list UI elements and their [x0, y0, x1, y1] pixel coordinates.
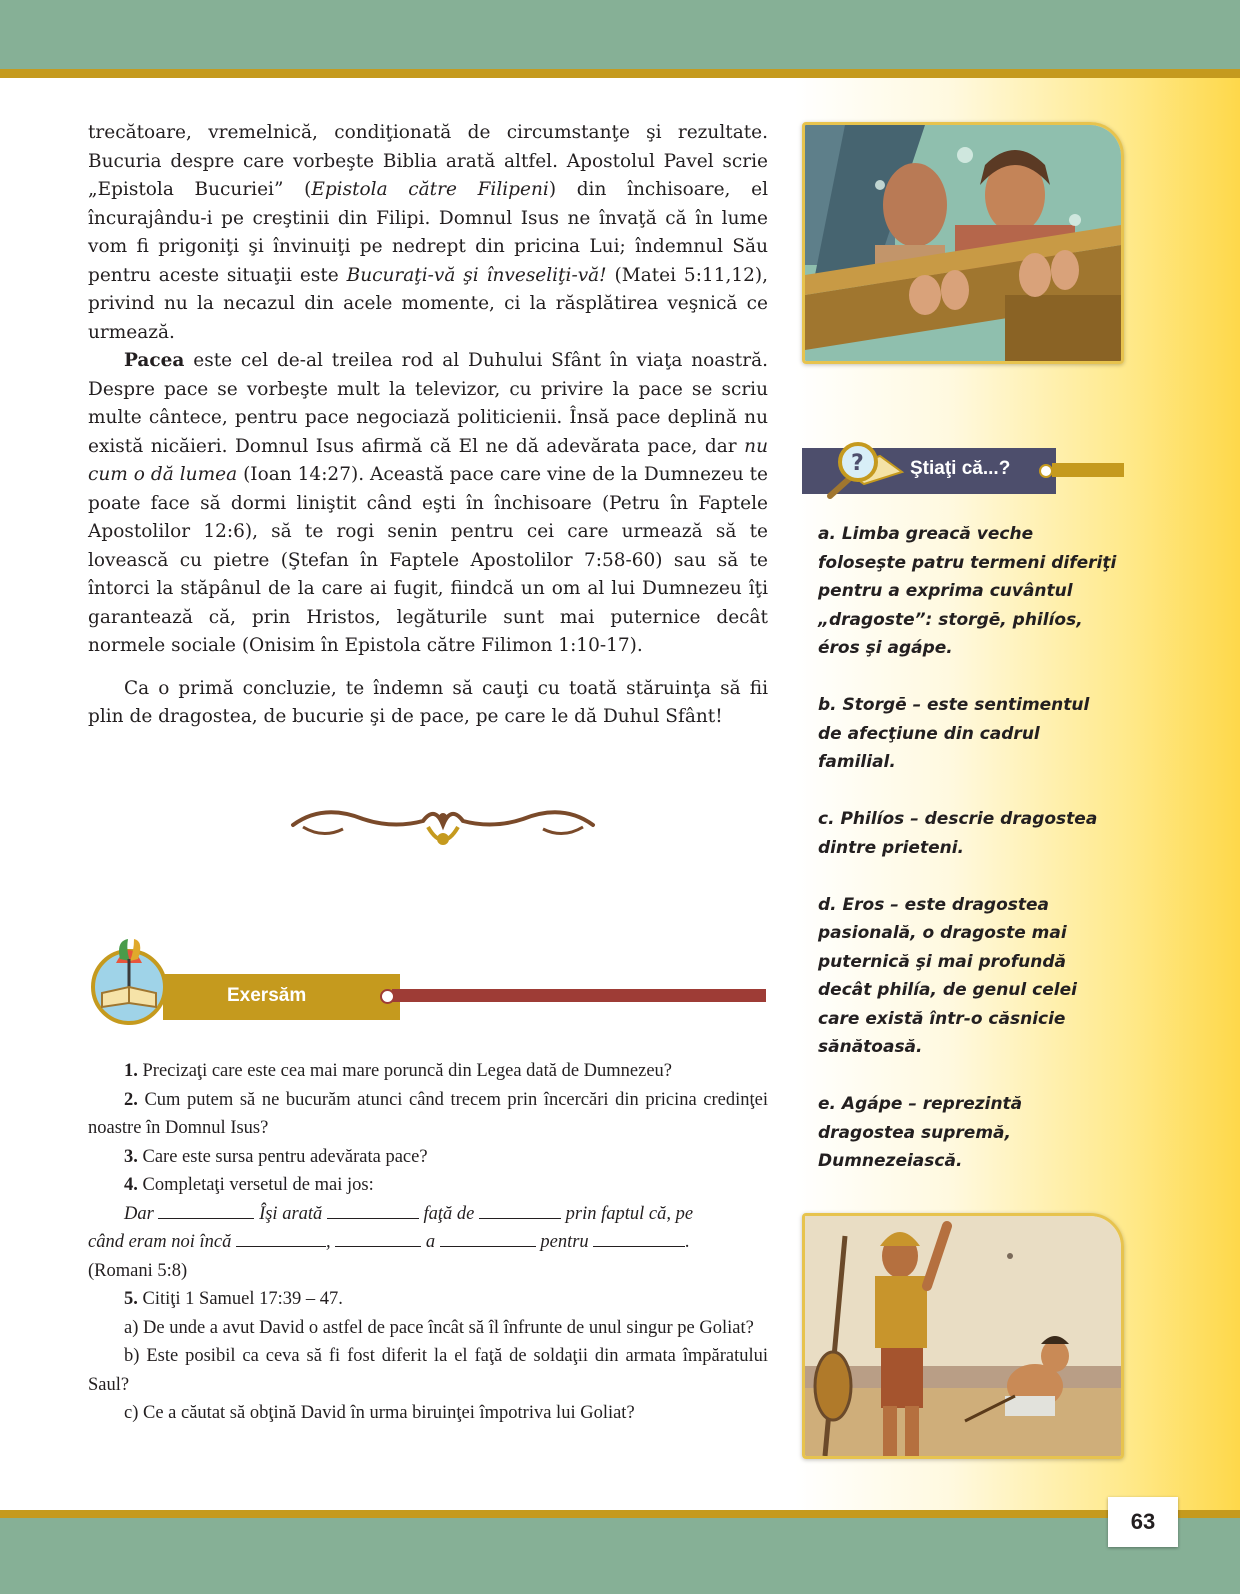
fact-e: e. Agápe – reprezintă dragostea supremă, Dumnezeiască.: [818, 1094, 1023, 1171]
question-4: 4. Completaţi versetul de mai jos:: [124, 1175, 374, 1195]
paragraph-joy: trecătoare, vremelnică, condiţionată de circumstanţe şi rezultate. Bucuria despre care vorbeşte Biblia arată altfel. Apostolul Pavel scrie „Epistola Bucuriei” (Epistola către Filipeni) din închisoare, el încurajându-i pe creştinii din Filipi. Domnul Isus ne învaţă că în lume vom fi prigoniţi şi învinuiţi pe nedrept din pricina Lui; îndemnul Său pentru aceste situaţii este Bucuraţi-vă şi înveseliţi-vă! (Matei 5:11,12), privind nu la necazul din acele momente, ci la răsplătirea veşnică ce urmează.: [88, 122, 768, 343]
top-gold-line: [0, 69, 1240, 78]
did-you-know-dot: [1039, 464, 1053, 478]
did-you-know-title: Ştiaţi că...?: [910, 458, 1011, 479]
question-2: 2. Cum putem să ne bucurăm atunci când trecem prin încercări din pricina credinţei noastre în Domnul Isus?: [88, 1089, 768, 1138]
fact-d: d. Eros – este dragostea pasională, o dragoste mai puternică şi mai profundă decât philía, de genul celei care există într-o căsnicie sănătoasă.: [818, 894, 1077, 1057]
bottom-gold-line: [0, 1510, 1240, 1518]
prison-image: [805, 125, 1121, 361]
blank-6[interactable]: [440, 1228, 536, 1247]
exercise-questions: [88, 1057, 768, 1428]
paragraph-conclusion: Ca o primă concluzie, te îndemn să cauţi cu toată stăruinţa să fii plin de dragostea, de bucurie şi de pace, pe care le dă Duhul Sfânt!: [88, 677, 768, 727]
blank-1[interactable]: [158, 1200, 254, 1219]
question-5c: c) Ce a căutat să obţină David în urma biruinţei împotriva lui Goliat?: [124, 1403, 635, 1423]
paragraph-peace: Pacea este cel de-al treilea rod al Duhului Sfânt în viaţa noastră. Despre pace se vorbeşte mult la televizor, cu privire la pace se scriu multe cântece, pentru pace negociază politicienii. Însă pace deplină nu există nicăieri. Domnul Isus afirmă că El ne dă adevărata pace, dar nu cum o dă lumea (Ioan 14:27). Această pace care vine de la Dumnezeu te poate face să dormi liniştit când eşti în închisoare (Petru în Faptele Apostolilor 12:6), să te rogi senin pentru cei care urmează să te lovească cu pietre (Ştefan în Faptele Apostolilor 7:58-60) sau să te întorci la stăpânul de la care ai fugit, fiindcă un om al lui Dumnezeu îţi garantează că, prin Hristos, legăturile sunt mai puternice decât normele sociale (Onisim în Epistola către Filimon 1:10-17).: [88, 350, 768, 656]
david-goliath-illustration: [802, 1213, 1124, 1459]
blank-2[interactable]: [327, 1200, 419, 1219]
question-5a: a) De unde a avut David o astfel de pace încât să îl înfrunte de unul singur pe Goliat?: [124, 1317, 754, 1338]
question-3: 3. Care este sursa pentru adevărata pace?: [124, 1146, 428, 1167]
verse-line-1: Dar Îşi arată faţă de prin faptul că, pe: [88, 1200, 768, 1229]
italic-epistle: Epistola către Filipeni: [311, 179, 549, 200]
exercise-title: Exersăm: [227, 985, 307, 1006]
question-5: 5. Citiţi 1 Samuel 17:39 – 47.: [124, 1289, 343, 1309]
verse-line-2: când eram noi încă , a pentru .: [88, 1228, 768, 1257]
main-text: [88, 119, 768, 732]
italic-quote: Bucuraţi-vă şi înveseliţi-vă!: [346, 264, 607, 286]
fact-a: a. Limba greacă veche foloseşte patru termeni diferiţi pentru a exprima cuvântul „dragoste”: storgē, philíos, éros şi agápe.: [818, 524, 1117, 658]
fact-b: b. Storgē – este sentimentul de afecţiune din cadrul familial.: [818, 695, 1090, 772]
did-you-know-facts: [818, 520, 1118, 1204]
prison-illustration: [802, 122, 1124, 364]
verse-reference: (Romani 5:8): [88, 1260, 188, 1281]
exercise-dot: [380, 989, 395, 1004]
page-number: 63: [1108, 1497, 1178, 1547]
peace-term: Pacea: [124, 350, 185, 371]
svg-text:?: ?: [851, 451, 864, 476]
blank-3[interactable]: [479, 1200, 561, 1219]
question-1: 1. Precizaţi care este cea mai mare poruncă din Legea dată de Dumnezeu?: [124, 1061, 673, 1081]
decorative-ornament: [283, 795, 603, 857]
exercise-line: [392, 989, 766, 1002]
bottom-band: [0, 1518, 1240, 1594]
book-pen-icon: [86, 935, 172, 1025]
blank-4[interactable]: [236, 1228, 326, 1247]
fact-c: c. Philíos – descrie dragostea dintre prieteni.: [818, 809, 1098, 858]
blank-5[interactable]: [335, 1228, 421, 1247]
did-you-know-line: [1052, 463, 1124, 477]
question-5b: b) Este posibil ca ceva să fi fost diferit la el faţă de soldaţii din armata împăratului Saul?: [88, 1346, 768, 1395]
top-band: [0, 0, 1240, 70]
david-goliath-image: [805, 1216, 1121, 1456]
blank-7[interactable]: [593, 1228, 685, 1247]
magnifier-book-icon: [820, 438, 910, 502]
